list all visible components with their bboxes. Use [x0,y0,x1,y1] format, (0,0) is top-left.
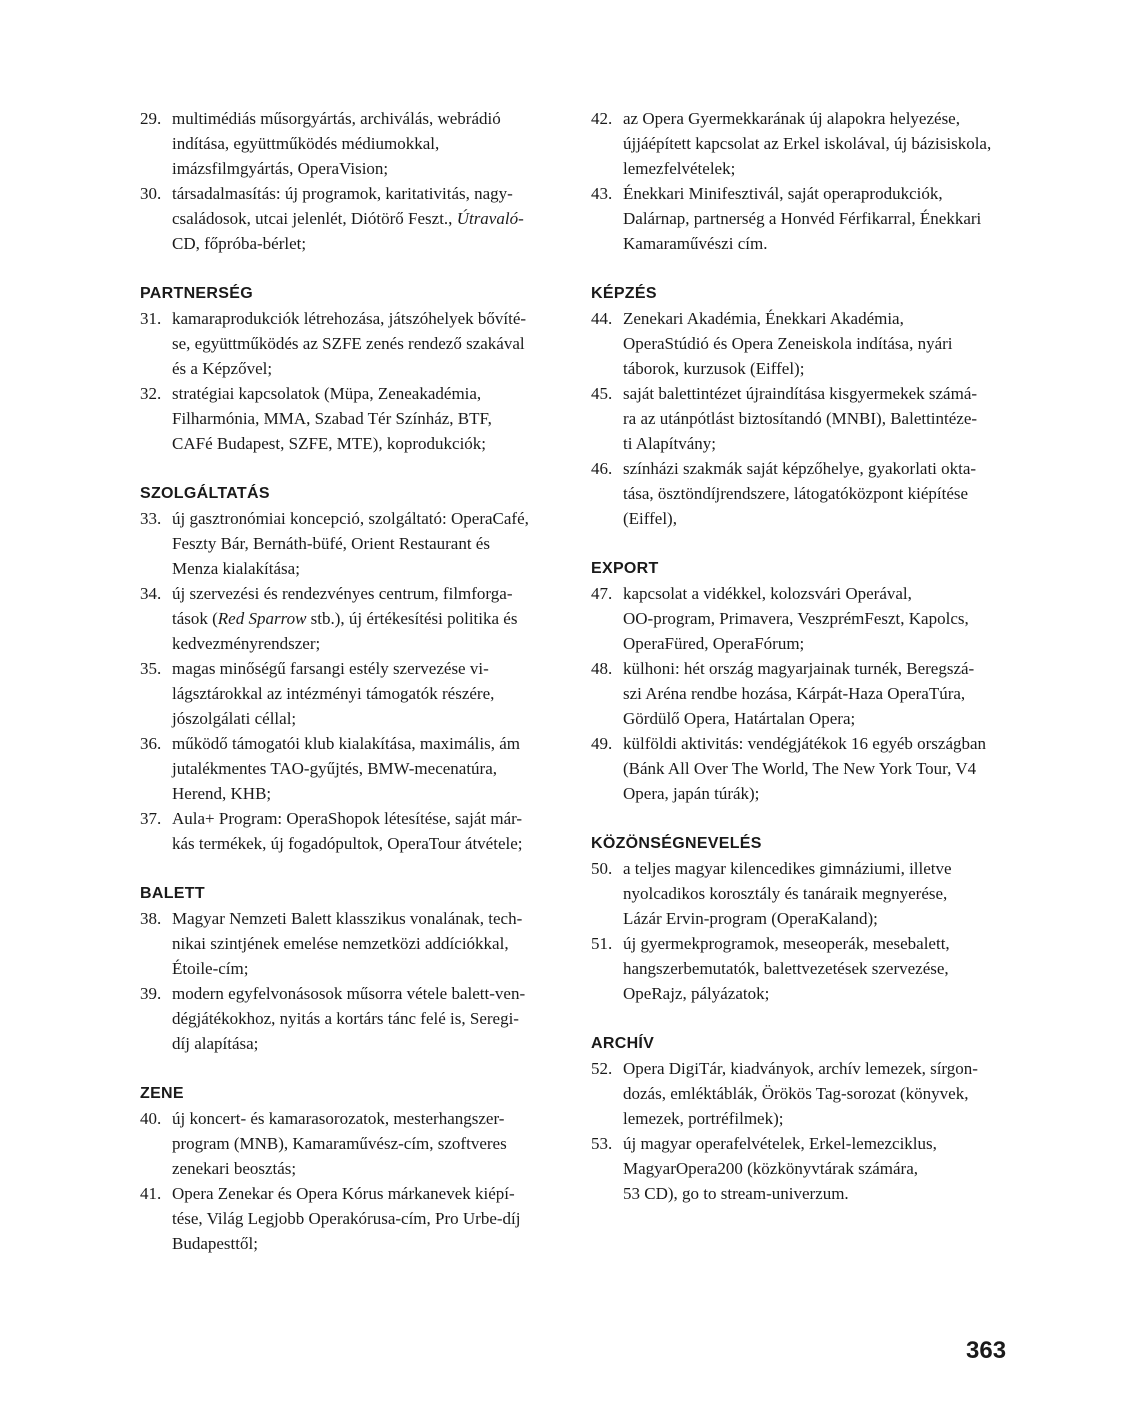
line-text: színházi szakmák saját képzőhelye, gyakorlati okta- [623,459,977,478]
text-line [172,981,565,1006]
item-text [623,656,1013,731]
item-text [172,731,565,806]
item-number: 37. [140,809,162,828]
item-text [623,1131,1013,1206]
text-line [172,806,565,831]
line-text: szi Aréna rendbe hozása, Kárpát-Haza OperaTúra, [623,684,966,703]
item-text [623,731,1013,806]
text-line [623,181,1013,206]
item-number: 36. [140,734,162,753]
item-number: 34. [140,584,162,603]
text-line [623,631,1013,656]
line-text: OperaFüred, OperaFórum; [623,634,805,653]
line-text: Filharmónia, MMA, Szabad Tér Színház, BTF, [172,409,492,428]
list-item [140,581,565,656]
text-line [623,856,1013,881]
text-line [172,706,565,731]
item-text [172,806,565,856]
text-line [623,506,1013,531]
text-line [623,1156,1013,1181]
line-text: se, együttműködés az SZFE zenés rendező szakával [172,334,525,353]
text-line [623,1056,1013,1081]
line-text: jutalékmentes TAO-gyűjtés, BMW-mecenatúra, [172,759,498,778]
line-text: modern egyfelvonásosok műsorra vétele balett-ven- [172,984,526,1003]
list-item [140,306,565,381]
item-number: 29. [140,109,162,128]
text-line [623,306,1013,331]
text-line [623,331,1013,356]
item-number: 49. [591,734,613,753]
text-line [623,481,1013,506]
text-line [623,981,1013,1006]
text-line [172,1031,565,1056]
list-item [140,106,565,181]
line-text: kedvezményrendszer; [172,634,321,653]
line-text: új koncert- és kamarasorozatok, mesterhangszer- [172,1109,505,1128]
list-item [140,1181,565,1256]
section-kepzes [591,281,1013,531]
text-line [623,456,1013,481]
text-line [172,1156,565,1181]
item-text [623,181,1013,256]
text-line [172,756,565,781]
item-number: 43. [591,184,613,203]
line-text: lemezfelvételek; [623,159,736,178]
line-text: ra az utánpótlást biztosítandó (MNBI), Balettintéze- [623,409,978,428]
line-text: új gasztronómiai koncepció, szolgáltató: OperaCafé, [172,509,529,528]
item-number: 45. [591,384,613,403]
page-number: 363 [966,1337,1007,1364]
item-number: 52. [591,1059,613,1078]
section-continued [591,106,1013,256]
list-item [140,656,565,731]
list-item [140,381,565,456]
text-line [172,181,565,206]
item-number: 32. [140,384,162,403]
item-text [172,506,565,581]
text-line [623,1181,1013,1206]
section-heading: BALETT [140,885,205,902]
line-text: OpeRajz, pályázatok; [623,984,770,1003]
section-export [591,556,1013,806]
item-text [623,106,1013,181]
item-number: 50. [591,859,613,878]
text-line [172,781,565,806]
line-text: tása, ösztöndíjrendszere, látogatóközpont kiépítése [623,484,969,503]
list-item [140,981,565,1056]
line-text: kamaraprodukciók létrehozása, játszóhelyek bővíté- [172,309,527,328]
text-line [623,406,1013,431]
section-kozonsegneveles [591,831,1013,1006]
item-number: 53. [591,1134,613,1153]
item-text [623,306,1013,381]
line-text: MagyarOpera200 (közkönyvtárak számára, [623,1159,919,1178]
line-text: kapcsolat a vidékkel, kolozsvári Operával, [623,584,912,603]
item-number: 30. [140,184,162,203]
text-line [172,606,565,631]
text-line [623,881,1013,906]
line-text: Dalárnap, partnerség a Honvéd Férfikarral, Énekkari [623,209,982,228]
list-item [140,1106,565,1181]
list-item [591,931,1013,1006]
text-line [172,831,565,856]
line-text: nyolcadikos korosztály és tanáraik megnyerése, [623,884,948,903]
list-item [140,906,565,981]
list-item [591,581,1013,656]
line-text: OperaStúdió és Opera Zeneiskola indítása, nyári [623,334,953,353]
item-number: 35. [140,659,162,678]
section-continued [140,106,565,256]
line-text: hangszerbemutatók, balettvezetések szervezése, [623,959,949,978]
line-text: zenekari beosztás; [172,1159,297,1178]
section-archiv [591,1031,1013,1206]
line-text: a teljes magyar kilencedikes gimnáziumi, illetve [623,859,952,878]
item-text [623,1056,1013,1131]
text-line [623,381,1013,406]
line-text: Gördülő Opera, Határtalan Opera; [623,709,856,728]
line-text: családosok, utcai jelenlét, Diótörő Feszt., [172,209,457,228]
text-line [172,431,565,456]
line-text: dozás, emléktáblák, Örökös Tag-sorozat (könyvek, [623,1084,969,1103]
text-line [172,1206,565,1231]
text-line [172,506,565,531]
item-text [172,981,565,1056]
list-item [140,506,565,581]
text-line [172,531,565,556]
line-text: Opera DigiTár, kiadványok, archív lemezek, sírgon- [623,1059,978,1078]
line-text: táborok, kurzusok (Eiffel); [623,359,805,378]
text-line [172,656,565,681]
text-line [623,1106,1013,1131]
left-column [140,106,565,1256]
item-number: 31. [140,309,162,328]
line-text: program (MNB), Kamaraművész-cím, szoftveres [172,1134,507,1153]
line-text: és a Képzővel; [172,359,273,378]
section-heading: PARTNERSÉG [140,285,253,302]
text-line [172,956,565,981]
list-item [591,656,1013,731]
text-line [172,381,565,406]
section-heading: SZOLGÁLTATÁS [140,485,270,502]
line-text: multimédiás műsorgyártás, archiválás, webrádió [172,109,501,128]
line-text: Lázár Ervin-program (OperaKaland); [623,909,878,928]
text-line [623,1081,1013,1106]
item-text [623,581,1013,656]
item-number: 46. [591,459,613,478]
item-number: 33. [140,509,162,528]
line-text: (Bánk All Over The World, The New York Tour, V4 [623,759,977,778]
section-partnerseg [140,281,565,456]
item-text [172,106,565,181]
section-heading: ZENE [140,1085,184,1102]
text-line [623,206,1013,231]
list-item [591,1056,1013,1131]
text-line [623,581,1013,606]
item-text [623,381,1013,456]
text-line [172,131,565,156]
list-item [591,106,1013,181]
line-text: Étoile-cím; [172,959,249,978]
text-line [623,656,1013,681]
item-number: 41. [140,1184,162,1203]
text-line [172,931,565,956]
item-number: 44. [591,309,613,328]
line-text: Énekkari Minifesztivál, saját operaprodukciók, [623,184,943,203]
item-text [172,306,565,381]
line-text: lágsztárokkal az intézményi támogatók részére, [172,684,495,703]
line-text: Aula+ Program: OperaShopok létesítése, saját már- [172,809,523,828]
text-line [172,1231,565,1256]
right-column [591,106,1013,1206]
list-item [591,731,1013,806]
text-line [172,1181,565,1206]
line-text: Herend, KHB; [172,784,272,803]
line-text: Budapesttől; [172,1234,258,1253]
section-heading: EXPORT [591,560,659,577]
item-text [172,906,565,981]
line-text: 53 CD), go to stream-univerzum. [623,1184,849,1203]
item-text [623,931,1013,1006]
list-item [591,381,1013,456]
line-text: újjáépített kapcsolat az Erkel iskolával, új bázisiskola, [623,134,992,153]
section-zene [140,1081,565,1256]
item-text [172,1181,565,1256]
item-number: 42. [591,109,613,128]
item-text [172,656,565,731]
text-line [623,231,1013,256]
item-text [172,581,565,656]
text-line [623,906,1013,931]
list-item [140,806,565,856]
text-line [623,106,1013,131]
line-text: díj alapítása; [172,1034,259,1053]
line-text: imázsfilmgyártás, OperaVision; [172,159,389,178]
section-heading: KÖZÖNSÉGNEVELÉS [591,835,762,852]
list-item [591,456,1013,531]
text-line [623,931,1013,956]
line-text: külhoni: hét ország magyarjainak turnék, Beregszá- [623,659,975,678]
text-line [172,231,565,256]
list-item [140,181,565,256]
italic-title: Útravaló- [456,209,524,228]
line-text: az Opera Gyermekkarának új alapokra helyezése, [623,109,960,128]
section-heading: KÉPZÉS [591,285,657,302]
item-number: 47. [591,584,613,603]
list-item [591,306,1013,381]
line-text: Menza kialakítása; [172,559,300,578]
line-text-after: stb.), új értékesítési politika és [306,609,518,628]
line-text: ti Alapítvány; [623,434,717,453]
line-text: magas minőségű farsangi estély szervezése vi- [172,659,489,678]
text-line [623,681,1013,706]
text-line [172,681,565,706]
line-text: (Eiffel), [623,509,677,528]
line-text: működő támogatói klub kialakítása, maximális, ám [172,734,520,753]
text-line [623,156,1013,181]
text-line [172,906,565,931]
text-line [623,356,1013,381]
item-number: 48. [591,659,613,678]
line-text: új szervezési és rendezvényes centrum, filmforga- [172,584,513,603]
line-text: kás termékek, új fogadópultok, OperaTour átvétele; [172,834,523,853]
text-line [172,156,565,181]
line-text: Zenekari Akadémia, Énekkari Akadémia, [623,309,904,328]
list-item [591,1131,1013,1206]
section-heading: ARCHÍV [591,1035,655,1052]
text-line [172,1006,565,1031]
line-text: társadalmasítás: új programok, karitativitás, nagy- [172,184,513,203]
line-text: tások ( [172,609,218,628]
line-text: OO-program, Primavera, VeszprémFeszt, Kapolcs, [623,609,969,628]
text-line [172,331,565,356]
text-line [172,406,565,431]
item-number: 40. [140,1109,162,1128]
text-line [623,431,1013,456]
item-text [172,381,565,456]
line-text: CAFé Budapest, SZFE, MTE), koprodukciók; [172,434,487,453]
text-line [623,756,1013,781]
text-line [172,306,565,331]
text-line [623,731,1013,756]
list-item [591,856,1013,931]
section-balett [140,881,565,1056]
list-item [591,181,1013,256]
text-line [623,131,1013,156]
item-text [172,1106,565,1181]
item-text [172,181,565,256]
line-text: Feszty Bár, Bernáth-büfé, Orient Restaurant és [172,534,490,553]
line-text: CD, főpróba-bérlet; [172,234,307,253]
line-text: jószolgálati céllal; [172,709,297,728]
text-line [172,731,565,756]
line-text: lemezek, portréfilmek); [623,1109,784,1128]
line-text: Opera Zenekar és Opera Kórus márkanevek kiépí- [172,1184,515,1203]
text-line [172,1131,565,1156]
line-text: Opera, japán túrák); [623,784,760,803]
line-text: külföldi aktivitás: vendégjátékok 16 egyéb országban [623,734,987,753]
text-line [623,781,1013,806]
line-text: indítása, együttműködés médiumokkal, [172,134,440,153]
text-line [172,356,565,381]
item-number: 39. [140,984,162,1003]
italic-title: Red Sparrow [217,609,307,628]
item-number: 38. [140,909,162,928]
text-line [172,106,565,131]
text-line [623,956,1013,981]
item-number: 51. [591,934,613,953]
line-text: tése, Világ Legjobb Operakórusa-cím, Pro Urbe-díj [172,1209,521,1228]
list-item [140,731,565,806]
text-line [623,606,1013,631]
text-line [623,1131,1013,1156]
line-text: stratégiai kapcsolatok (Müpa, Zeneakadémia, [172,384,482,403]
line-text: Magyar Nemzeti Balett klasszikus vonalának, tech- [172,909,523,928]
text-line [172,206,565,231]
line-text: nikai szintjének emelése nemzetközi addíciókkal, [172,934,509,953]
text-line [172,1106,565,1131]
text-line [623,706,1013,731]
line-text: Kamaraművészi cím. [623,234,768,253]
text-line [172,631,565,656]
line-text: új magyar operafelvételek, Erkel-lemezciklus, [623,1134,937,1153]
item-text [623,456,1013,531]
section-szolgaltatas [140,481,565,856]
line-text: új gyermekprogramok, meseoperák, mesebalett, [623,934,950,953]
item-text [623,856,1013,931]
text-line [172,556,565,581]
line-text: dégjátékokhoz, nyitás a kortárs tánc felé is, Seregi- [172,1009,519,1028]
line-text: saját balettintézet újraindítása kisgyermekek számá- [623,384,978,403]
text-line [172,581,565,606]
